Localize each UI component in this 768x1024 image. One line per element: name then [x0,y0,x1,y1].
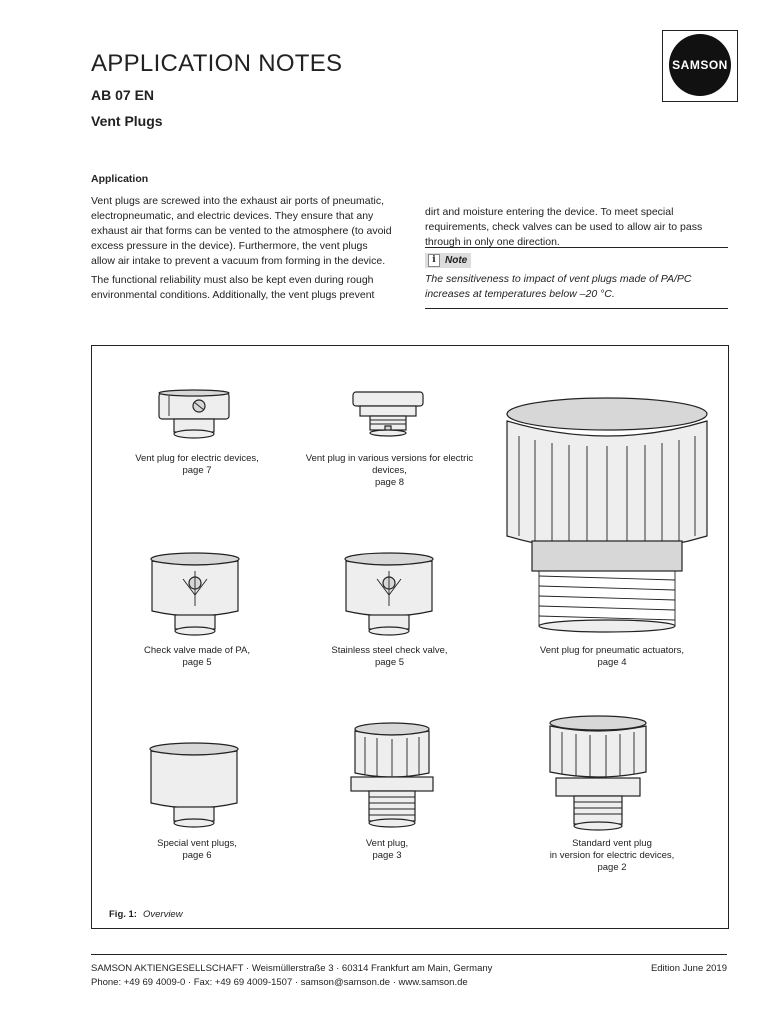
check-valve-steel-illustration [342,551,437,639]
samson-logo [662,30,738,102]
caption-item-4-line1: Stainless steel check valve, [331,645,448,656]
section-heading: Application [91,173,149,185]
logo-text: SAMSON [669,34,731,96]
vent-plug-illustration [347,721,437,833]
caption-item-8-line3: page 2 [597,862,627,873]
caption-item-2-line2: page 8 [374,477,405,488]
note-divider-top [425,247,728,248]
caption-item-5-line2: page 4 [597,657,627,668]
figure-overview [91,345,729,929]
info-icon: i [428,254,440,267]
vent-plug-electric-illustration [154,388,234,443]
check-valve-pa-illustration [148,551,243,639]
paragraph-1: Vent plugs are screwed into the exhaust air ports of pneumatic, electropneumatic, and electric devices. They ensure that any exhaust air that forms can be vented to the atmosphere (to avoid excess pressure in the device). Furthermore, the vent plugs allow air intake to prevent a vacuum from forming in the device. [91,195,392,267]
caption-item-3-line2: page 5 [182,657,212,668]
caption-item-8-line1: Standard vent plug [572,838,652,849]
caption-item-1-line1: Vent plug for electric devices, [135,453,259,464]
caption-item-4-line2: page 5 [374,657,405,668]
vent-plug-various-illustration [348,388,428,440]
document-number: AB 07 EN [91,87,155,103]
caption-item-5-line1: Vent plug for pneumatic actuators, [539,645,685,656]
footer-company: SAMSON AKTIENGESELLSCHAFT · Weismüllerstraße 3 · 60314 Frankfurt am Main, Germany [91,963,493,974]
note-label [425,253,471,268]
paragraph-2-start: The functional reliability must also be kept even during rough environmental conditions. Additionally, the vent plugs prevent [91,274,375,301]
caption-item-6-line2: page 6 [182,850,212,861]
caption-item-6-line1: Special vent plugs, [157,838,237,849]
caption-item-1-line2: page 7 [182,465,212,476]
footer-contact: Phone: +49 69 4009-0 · Fax: +49 69 4009-1507 · samson@samson.de · www.samson.de [91,977,468,988]
figure-label [109,909,183,920]
text-column-left [91,194,394,307]
caption-item-8-line2: in version for electric devices, [549,850,675,861]
standard-vent-plug-illustration [542,714,654,834]
caption-item-2-line1: Vent plug in various versions for electric devices, [305,453,474,476]
footer-edition: Edition June 2019 [650,963,727,974]
document-title: APPLICATION NOTES [91,50,343,77]
caption-item-7-line2: page 3 [372,850,402,861]
caption-item-3-line1: Check valve made of PA, [144,645,250,656]
caption-item-7-line1: Vent plug, [365,838,409,849]
figure-number: Fig. 1: [109,909,137,920]
document-subject: Vent Plugs [91,113,163,129]
figure-caption: Overview [142,909,183,920]
note-text: The sensitiveness to impact of vent plugs made of PA/PC increases at temperatures below –20 °C. [425,273,692,300]
note-label-text: Note [445,255,468,266]
special-vent-plug-illustration [147,741,242,831]
footer-divider [91,954,727,955]
vent-plug-pneumatic-illustration [497,396,717,636]
note-divider-bottom [425,308,728,309]
paragraph-2-continued: dirt and moisture entering the device. To meet special requirements, check valves can be used to allow air to pass through in only one direction. [425,205,703,248]
text-column-right [425,194,728,260]
